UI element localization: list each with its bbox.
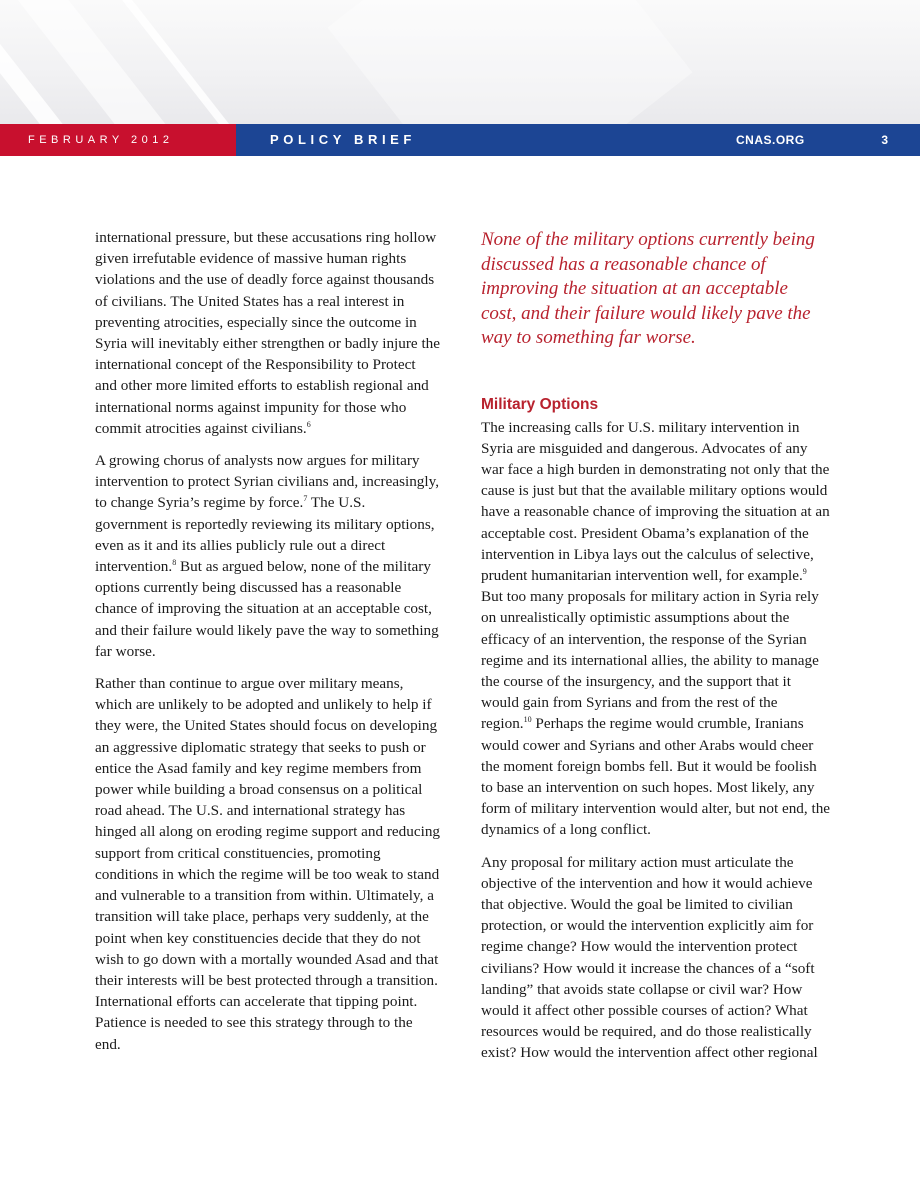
decorative-streak xyxy=(328,0,693,124)
paragraph: A growing chorus of analysts now argues for military intervention to protect Syrian civilians and, increasingly, to change Syria’s regime by force.$^7$ The U.S. government is reportedly reviewing its military options, even as it and its allies publicly rule out a direct intervention.$^8$ But as argued below, none of the military options currently being discussed has a reasonable chance of improving the situation at an acceptable cost, and their failure would likely pave the way to something far worse. xyxy=(95,452,440,660)
section-heading: Military Options xyxy=(481,395,599,413)
paragraph: Rather than continue to argue over military means, which are unlikely to be adopted and unlikely to help if they were, the United States should focus on developing an aggressive diplomatic strategy that seeks to push or entice the Asad family and key regime members from power while building a broad consensus on a political road ahead. The U.S. and international strategy has hinged all along on eroding regime support and reducing support from critical constituencies, promoting conditions in which the regime will be too weak to stand and vulnerable to a transition from within. Ultimately, a transition will take place, perhaps very suddenly, at the point when key constituencies decide that they do not wish to go down with a mortally wounded Asad and that their interests will be best protected through a transition. International efforts can accelerate that tipping point. Patience is needed to see this strategy through to the end. xyxy=(95,675,441,1053)
header-title-block xyxy=(236,124,920,156)
footnote-ref[interactable]: 9 xyxy=(802,566,807,576)
paragraph: international pressure, but these accusations ring hollow given irrefutable evidence of massive human rights violations and the use of deadly force against thousands of civilians. The United States has a real interest in preventing atrocities, especially since the outcome in Syria will inevitably either strengthen or badly injure the international concept of the Responsibility to Protect and other more limited efforts to establish regional and international norms against impunity for those who commit atrocities against civilians.$^6$ xyxy=(95,229,441,437)
header-graphic xyxy=(0,0,920,124)
header-date-block xyxy=(0,124,236,156)
right-column xyxy=(481,228,831,1075)
publication-date: FEBRUARY 2012 xyxy=(28,134,174,146)
site-link[interactable]: CNAS.ORG xyxy=(736,133,805,147)
pull-quote: None of the military options currently being discussed has a reasonable chance of improving the situation at an acceptable cost, and their failure would likely pave the way to something far worse. xyxy=(481,229,815,348)
footnote-ref[interactable]: 10 xyxy=(523,715,532,725)
footnote-ref[interactable]: 8 xyxy=(172,557,177,567)
paragraph: The increasing calls for U.S. military intervention in Syria are misguided and dangerous. Advocates of any war face a high burden in demonstrating not only that the cause is just but that the available military options would have a reasonable chance of improving the situation at an acceptable cost. President Obama’s explanation of the intervention in Libya lays out the calculus of selective, prudent humanitarian intervention well, for example.$^9$ But too many proposals for military action in Syria rely on unrealistically optimistic assumptions about the efficacy of an intervention, the response of the Syrian regime and its international allies, the ability to manage the course of the insurgency, and the support that it would gain from Syrians and from the rest of the region.$^{10}$ Perhaps the regime would crumble, Iranians would cower and Syrians and other Arabs would cheer the moment foreign bombs fell. But it would be foolish to base an intervention on such hopes. Most likely, any form of military intervention would alter, but not end, the dynamics of a long conflict. xyxy=(481,418,831,839)
page-number: 3 xyxy=(881,133,888,147)
publication-type: POLICY BRIEF xyxy=(270,132,416,147)
paragraph: Any proposal for military action must articulate the objective of the intervention and how it would achieve that objective. Would the goal be limited to civilian protection, or would the intervention explicitly aim for regime change? How would the intervention protect civilians? How would it increase the chances of a “soft landing” that avoids state collapse or civil war? How would it affect other possible courses of action? What resources would be required, and do those realistically exist? How would the intervention affect other regional xyxy=(481,853,818,1062)
left-column xyxy=(95,227,440,1066)
header-bar xyxy=(0,124,920,156)
footnote-ref[interactable]: 6 xyxy=(306,419,311,429)
footnote-ref[interactable]: 7 xyxy=(303,494,308,504)
